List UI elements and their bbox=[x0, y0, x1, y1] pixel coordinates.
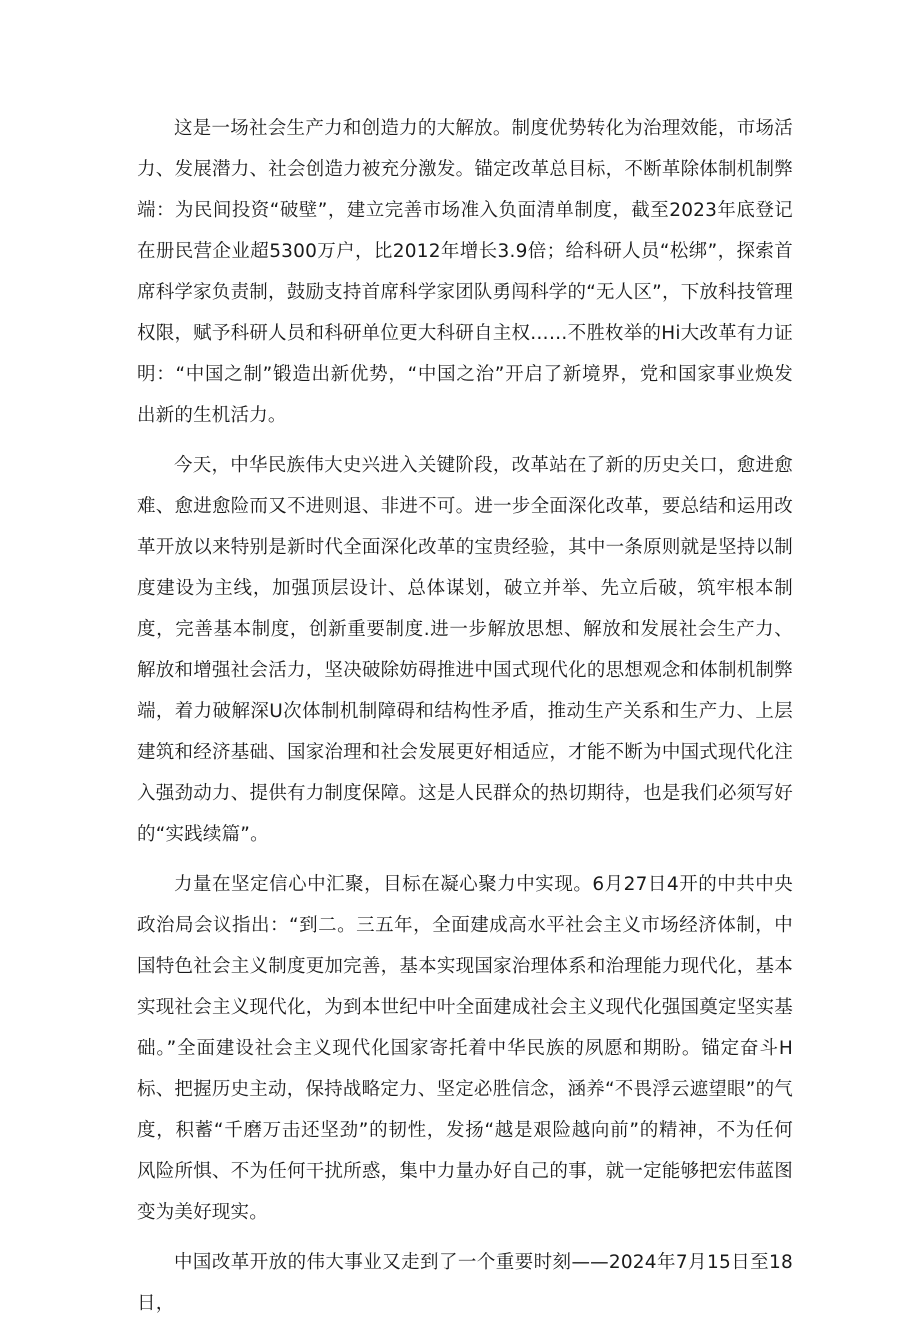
paragraph-confidence-goals: 力量在坚定信心中汇聚，目标在凝心聚力中实现。6月27日4开的中共中央政治局会议指出：“到二。三五年，全面建成高水平社会主义市场经济体制，中国特色社会主义制度更加完善，基本实现国家治理体系和治理能力现代化，基本实现社会主义现代化，为到本世纪中叶全面建成社会主义现代化强国奠定坚实基础。”全面建设社会主义现代化国家寄托着中华民族的夙愿和期盼。锚定奋斗H标、把握历史主动，保持战略定力、坚定必胜信念，涵养“不畏浮云遮望眼”的气度，积蓄“千磨万击还坚劲”的韧性，发扬“越是艰险越向前”的精神，不为任何风险所惧、不为任何干扰所惑，集中力量办好自己的事，就一定能够把宏伟蓝图变为美好现实。 bbox=[137, 874, 793, 1223]
paragraph-reform-liberation: 这是一场社会生产力和创造力的大解放。制度优势转化为治理效能，市场活力、发展潜力、社会创造力被充分激发。锚定改革总目标，不断革除体制机制弊端：为民间投资“破壁”，建立完善市场准入负面清单制度，截至2023年底登记在册民营企业超5300万户，比2012年增长3.9倍；给科研人员“松绑”，探索首席科学家负责制，鼓励支持首席科学家团队勇闯科学的“无人区”，下放科技管理权限，赋予科研人员和科研单位更大科研自主权……不胜枚举的Hi大改革有力证明：“中国之制”锻造出新优势，“中国之治”开启了新境界，党和国家事业焕发出新的生机活力。 bbox=[137, 118, 793, 426]
paragraph-important-moment: 中国改革开放的伟大事业又走到了一个重要时刻——2024年7月15日至18日， bbox=[137, 1252, 793, 1314]
paragraph-critical-stage: 今天，中华民族伟大史兴进入关键阶段，改革站在了新的历史关口，愈进愈难、愈进愈险而又不进则退、非进不可。进一步全面深化改革，要总结和运用改革开放以来特别是新时代全面深化改革的宝贵经验，其中一条原则就是坚持以制度建设为主线，加强顶层设计、总体谋划，破立并举、先立后破，筑牢根本制度，完善基本制度，创新重要制度.进一步解放思想、解放和发展社会生产力、解放和增强社会活力，坚决破除妨碍推进中国式现代化的思想观念和体制机制弊端，着力破解深U次体制机制障碍和结构性矛盾，推动生产关系和生产力、上层建筑和经济基础、国家治理和社会发展更好相适应，才能不断为中国式现代化注入强劲动力、提供有力制度保障。这是人民群众的热切期待，也是我们必须写好的“实践续篇”。 bbox=[137, 455, 793, 845]
document-body bbox=[137, 108, 793, 1324]
